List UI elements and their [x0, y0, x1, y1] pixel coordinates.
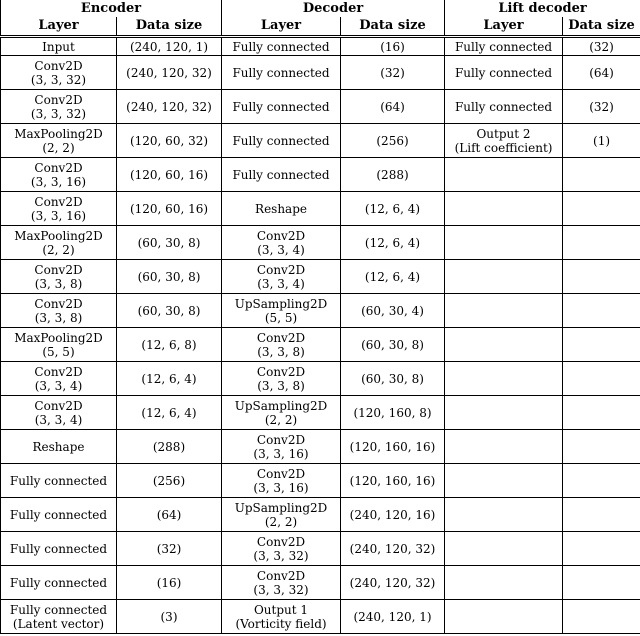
encoder-size-cell: (120, 60, 16)	[117, 192, 222, 226]
decoder-layer-cell	[222, 226, 341, 260]
lift-layer-cell	[445, 294, 563, 328]
lift-layer-cell	[445, 226, 563, 260]
lift-layer-cell	[445, 532, 563, 566]
decoder-size-cell: (60, 30, 8)	[341, 328, 445, 362]
cell-line: Output 1	[253, 602, 309, 617]
table-row	[1, 566, 640, 600]
table-row	[1, 328, 640, 362]
lift-size-cell: (32)	[563, 37, 640, 56]
cell-line: Fully connected	[9, 541, 108, 556]
decoder-layer-cell	[222, 430, 341, 464]
cell-line: (2, 2)	[42, 140, 75, 155]
encoder-layer-cell	[1, 260, 117, 294]
encoder-size-cell: (288)	[117, 430, 222, 464]
encoder-layer-cell	[1, 192, 117, 226]
decoder-size-cell: (64)	[341, 90, 445, 124]
cell-line: UpSampling2D	[234, 500, 328, 515]
cell-line: (2, 2)	[264, 514, 298, 529]
encoder-size-cell: (60, 30, 8)	[117, 294, 222, 328]
encoder-size-header: Data size	[117, 17, 222, 37]
lift-layer-cell	[445, 90, 563, 124]
lift-size-cell	[563, 464, 640, 498]
cell-line: (Vorticity field)	[235, 616, 327, 631]
cell-line: Fully connected	[454, 99, 553, 114]
table-row	[1, 158, 640, 192]
cell-line: Conv2D	[256, 568, 306, 583]
cell-line: UpSampling2D	[234, 296, 328, 311]
decoder-size-cell: (120, 160, 16)	[341, 430, 445, 464]
decoder-size-cell: (12, 6, 4)	[341, 192, 445, 226]
encoder-layer-cell	[1, 396, 117, 430]
encoder-layer-cell	[1, 124, 117, 158]
decoder-layer-cell	[222, 566, 341, 600]
cell-line: Input	[42, 39, 75, 54]
cell-line: Conv2D	[34, 160, 83, 175]
cell-line: (3, 3, 4)	[34, 378, 83, 393]
lift-layer-cell	[445, 498, 563, 532]
cell-line: MaxPooling2D	[14, 126, 103, 141]
decoder-layer-cell	[222, 532, 341, 566]
decoder-layer-cell	[222, 56, 341, 90]
encoder-layer-cell	[1, 362, 117, 396]
cell-line: Conv2D	[34, 194, 83, 209]
cell-line: Fully connected	[232, 99, 330, 114]
cell-line: Conv2D	[34, 364, 83, 379]
encoder-group-header: Encoder	[1, 0, 222, 17]
decoder-size-cell: (256)	[341, 124, 445, 158]
encoder-size-cell: (16)	[117, 566, 222, 600]
encoder-layer-cell	[1, 328, 117, 362]
lift-size-cell	[563, 566, 640, 600]
cell-line: Conv2D	[34, 262, 83, 277]
decoder-size-cell: (12, 6, 4)	[341, 260, 445, 294]
encoder-layer-cell	[1, 37, 117, 56]
encoder-size-cell: (240, 120, 1)	[117, 37, 222, 56]
cell-line: Fully connected	[9, 575, 108, 590]
lift-size-cell: (32)	[563, 90, 640, 124]
cell-line: Conv2D	[256, 534, 306, 549]
encoder-layer-cell	[1, 566, 117, 600]
cell-line: UpSampling2D	[234, 398, 328, 413]
decoder-layer-cell	[222, 37, 341, 56]
decoder-layer-cell	[222, 192, 341, 226]
cell-line: (3, 3, 32)	[253, 548, 309, 563]
cell-line: Conv2D	[34, 92, 83, 107]
encoder-layer-cell	[1, 532, 117, 566]
encoder-size-cell: (3)	[117, 600, 222, 634]
table-row	[1, 226, 640, 260]
lift-layer-cell	[445, 192, 563, 226]
cell-line: (3, 3, 16)	[30, 208, 87, 223]
table-row	[1, 430, 640, 464]
decoder-group-header: Decoder	[222, 0, 445, 17]
encoder-size-cell: (240, 120, 32)	[117, 90, 222, 124]
encoder-layer-cell	[1, 56, 117, 90]
decoder-size-cell: (240, 120, 32)	[341, 532, 445, 566]
table-row	[1, 464, 640, 498]
encoder-size-cell: (120, 60, 32)	[117, 124, 222, 158]
cell-line: (2, 2)	[264, 412, 298, 427]
encoder-layer-cell	[1, 430, 117, 464]
cell-line: Reshape	[255, 201, 307, 216]
cell-line: (3, 3, 32)	[253, 582, 309, 597]
encoder-layer-cell	[1, 294, 117, 328]
encoder-layer-cell	[1, 158, 117, 192]
cell-line: Output 2	[476, 126, 531, 141]
decoder-layer-header: Layer	[222, 17, 341, 37]
cell-line: (3, 3, 32)	[30, 72, 87, 87]
decoder-layer-cell	[222, 328, 341, 362]
decoder-size-cell: (16)	[341, 37, 445, 56]
lift-layer-cell	[445, 37, 563, 56]
table-row	[1, 260, 640, 294]
cell-line: Fully connected	[9, 473, 108, 488]
cell-line: (3, 3, 16)	[30, 174, 87, 189]
lift-layer-cell	[445, 260, 563, 294]
encoder-size-cell: (256)	[117, 464, 222, 498]
table-row	[1, 362, 640, 396]
cell-line: (3, 3, 8)	[34, 276, 83, 291]
cell-line: Reshape	[32, 439, 85, 454]
lift-size-header: Data size	[563, 17, 640, 37]
cell-line: Conv2D	[256, 466, 306, 481]
lift-layer-cell	[445, 158, 563, 192]
cell-line: (3, 3, 4)	[34, 412, 83, 427]
cell-line: (3, 3, 8)	[34, 310, 83, 325]
encoder-size-cell: (12, 6, 4)	[117, 362, 222, 396]
cell-line: (3, 3, 8)	[257, 344, 305, 359]
cell-line: Fully connected	[454, 39, 553, 54]
cell-line: (Lift coefficient)	[454, 140, 553, 155]
cell-line: Conv2D	[256, 228, 306, 243]
table-row	[1, 56, 640, 90]
table-row	[1, 37, 640, 56]
cell-line: Conv2D	[34, 296, 83, 311]
decoder-size-cell: (240, 120, 32)	[341, 566, 445, 600]
lift-size-cell	[563, 158, 640, 192]
lift-size-cell	[563, 362, 640, 396]
cell-line: Fully connected	[232, 133, 330, 148]
encoder-size-cell: (32)	[117, 532, 222, 566]
decoder-layer-cell	[222, 464, 341, 498]
cell-line: Fully connected	[232, 65, 330, 80]
encoder-layer-cell	[1, 226, 117, 260]
cell-line: (3, 3, 32)	[30, 106, 87, 121]
lift-layer-cell	[445, 600, 563, 634]
table-row	[1, 396, 640, 430]
decoder-layer-cell	[222, 90, 341, 124]
decoder-size-header: Data size	[341, 17, 445, 37]
lift-layer-cell	[445, 56, 563, 90]
encoder-layer-cell	[1, 600, 117, 634]
lift-size-cell	[563, 226, 640, 260]
cell-line: MaxPooling2D	[14, 228, 103, 243]
lift-size-cell	[563, 498, 640, 532]
table-body	[1, 37, 640, 634]
encoder-size-cell: (12, 6, 8)	[117, 328, 222, 362]
cell-line: Fully connected	[9, 507, 108, 522]
encoder-size-cell: (60, 30, 8)	[117, 226, 222, 260]
decoder-layer-cell	[222, 362, 341, 396]
lift-size-cell: (1)	[563, 124, 640, 158]
cell-line: (3, 3, 8)	[257, 378, 305, 393]
cell-line: (3, 3, 4)	[257, 276, 305, 291]
lift-layer-cell	[445, 464, 563, 498]
lift-size-cell	[563, 192, 640, 226]
cell-line: Conv2D	[34, 58, 83, 73]
cell-line: Conv2D	[256, 262, 306, 277]
decoder-layer-cell	[222, 498, 341, 532]
decoder-size-cell: (12, 6, 4)	[341, 226, 445, 260]
decoder-layer-cell	[222, 294, 341, 328]
lift-layer-cell	[445, 566, 563, 600]
decoder-size-cell: (60, 30, 8)	[341, 362, 445, 396]
lift-layer-cell	[445, 396, 563, 430]
cell-line: Fully connected	[454, 65, 553, 80]
encoder-size-cell: (240, 120, 32)	[117, 56, 222, 90]
decoder-size-cell: (120, 160, 8)	[341, 396, 445, 430]
table-row	[1, 600, 640, 634]
decoder-size-cell: (60, 30, 4)	[341, 294, 445, 328]
lift-size-cell	[563, 328, 640, 362]
table-row	[1, 498, 640, 532]
cell-line: Conv2D	[256, 330, 306, 345]
cell-line: (5, 5)	[42, 344, 75, 359]
lift-layer-cell	[445, 430, 563, 464]
decoder-layer-cell	[222, 600, 341, 634]
cell-line: MaxPooling2D	[14, 330, 103, 345]
decoder-layer-cell	[222, 396, 341, 430]
lift-size-cell	[563, 532, 640, 566]
encoder-size-cell: (64)	[117, 498, 222, 532]
lift-size-cell	[563, 260, 640, 294]
decoder-size-cell: (240, 120, 16)	[341, 498, 445, 532]
lift-size-cell	[563, 294, 640, 328]
table-row	[1, 294, 640, 328]
decoder-size-cell: (32)	[341, 56, 445, 90]
cell-line: (2, 2)	[42, 242, 75, 257]
lift-layer-header: Layer	[445, 17, 563, 37]
decoder-size-cell: (120, 160, 16)	[341, 464, 445, 498]
table-row	[1, 124, 640, 158]
cell-line: (3, 3, 16)	[253, 480, 309, 495]
cell-line: Fully connected	[9, 602, 108, 617]
encoder-layer-header: Layer	[1, 17, 117, 37]
decoder-layer-cell	[222, 158, 341, 192]
encoder-size-cell: (60, 30, 8)	[117, 260, 222, 294]
cell-line: Conv2D	[34, 398, 83, 413]
table-row	[1, 532, 640, 566]
decoder-size-cell: (240, 120, 1)	[341, 600, 445, 634]
table-row	[1, 90, 640, 124]
lift-size-cell	[563, 430, 640, 464]
encoder-layer-cell	[1, 498, 117, 532]
encoder-size-cell: (120, 60, 16)	[117, 158, 222, 192]
table-row	[1, 192, 640, 226]
cell-line: Fully connected	[232, 167, 330, 182]
cell-line: (5, 5)	[264, 310, 298, 325]
lift-size-cell	[563, 600, 640, 634]
decoder-size-cell: (288)	[341, 158, 445, 192]
cell-line: Fully connected	[232, 39, 330, 54]
lift-size-cell: (64)	[563, 56, 640, 90]
encoder-layer-cell	[1, 464, 117, 498]
cell-line: Conv2D	[256, 432, 306, 447]
cell-line: (3, 3, 4)	[257, 242, 305, 257]
decoder-layer-cell	[222, 260, 341, 294]
lift-size-cell	[563, 396, 640, 430]
lift-decoder-group-header: Lift decoder	[445, 0, 640, 17]
lift-layer-cell	[445, 362, 563, 396]
lift-layer-cell	[445, 328, 563, 362]
encoder-size-cell: (12, 6, 4)	[117, 396, 222, 430]
cell-line: (Latent vector)	[12, 616, 105, 631]
cell-line: Conv2D	[256, 364, 306, 379]
lift-layer-cell	[445, 124, 563, 158]
encoder-layer-cell	[1, 90, 117, 124]
cell-line: (3, 3, 16)	[253, 446, 309, 461]
decoder-layer-cell	[222, 124, 341, 158]
